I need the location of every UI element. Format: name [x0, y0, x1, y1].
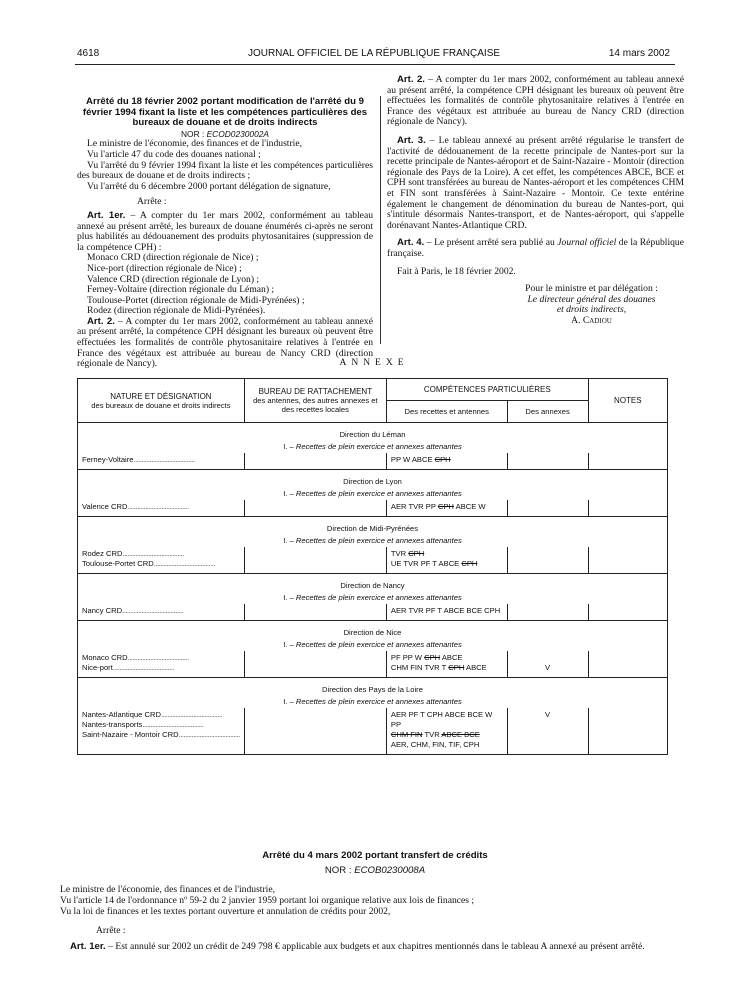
- article-text: – A compter du 1er mars 2002, conformément au tableau annexé au présent arrêté, la compétence CPH désignant les bureaux où peuvent être effectuées les formalités de contrôle phytosanitaire relatives à l'entrée en France des végétaux est attribuée au bureau de Nancy CRD (direction régionale de Nancy).: [77, 315, 373, 370]
- annexes-value: [512, 606, 584, 616]
- decree1-title: Arrêté du 18 février 2002 portant modification de l'arrêté du 9 février 1994 fixant la liste et les compétences particulières des bureaux de douane et de droits indirects: [82, 96, 368, 129]
- office-name: Nice-port......................................: [82, 663, 174, 672]
- journal-title: JOURNAL OFFICIEL DE LA RÉPUBLIQUE FRANÇAISE: [247, 48, 501, 59]
- annexes-value: V: [545, 710, 551, 719]
- competences: AER, CHM, FIN, TIF, CPH: [390, 740, 480, 749]
- preamble-line: Vu l'arrêté du 9 février 1994 fixant la liste et les compétences particulières des bureaux de douane et de droits indirects ;: [77, 159, 373, 182]
- article-label: Art. 1er.: [87, 209, 126, 221]
- arrete-label: Arrête :: [96, 925, 126, 936]
- direction-title: Direction des Pays de la Loire: [322, 685, 423, 694]
- office-name: Valence CRD......................................: [82, 502, 189, 511]
- header-annexes: Des annexes: [507, 401, 588, 423]
- table-row: [78, 604, 668, 621]
- office-name: Nancy CRD......................................: [82, 606, 184, 615]
- office-name: Rodez CRD......................................: [82, 549, 184, 558]
- journal-name: Journal officiel: [557, 237, 617, 249]
- article-label: Art. 4.: [397, 237, 425, 249]
- signatory-name: A. Cadiou: [571, 314, 612, 326]
- page-number: 4618: [77, 48, 100, 59]
- table-row: [78, 651, 668, 678]
- signature-line: Le directeur général des douanes: [527, 293, 656, 305]
- table-row: [78, 708, 668, 755]
- article-label: Art. 1er.: [70, 941, 106, 952]
- preamble-line: Vu la loi de finances et les textes portant ouverture et annulation de crédits pour 2002,: [60, 906, 391, 917]
- article-text: – A compter du 1er mars 2002, conformément au tableau annexé au présent arrêté, les bureaux de douane énumérés ci-après ne seront plus habilités au dédouanement des produits phytosanitaires (suppression de la compétence CPH) :: [77, 209, 373, 253]
- competences: PF PP W CPH ABCE: [390, 653, 463, 662]
- office-name: Nantes-Atlantique CRD......................................: [82, 710, 223, 719]
- header-competences: COMPÉTENCES PARTICULIÈRES: [386, 379, 588, 401]
- annexes-value: [512, 502, 584, 512]
- competences: AER PF T CPH ABCE BCE W PP: [390, 710, 493, 729]
- competences: AER TVR PF T ABCE BCE CPH: [390, 606, 501, 615]
- art1-list-item: Rodez (direction régionale de Midi-Pyrénées).: [87, 305, 266, 317]
- competences: AER TVR PP CPH ABCE W: [390, 502, 486, 511]
- nor-code: ECOB0230008A: [354, 865, 426, 876]
- section-subtitle: I. – Recettes de plein exercice et annexes attenantes: [283, 489, 462, 498]
- office-name: Nantes-transports......................................: [82, 720, 204, 729]
- preamble-line: Vu l'arrêté du 6 décembre 2000 portant délégation de signature,: [87, 180, 331, 192]
- signature-block: [499, 284, 684, 326]
- direction-title: Direction de Nancy: [340, 581, 405, 590]
- annex-table: [77, 378, 668, 755]
- competences: TVR CPH: [390, 549, 425, 558]
- article-3: [387, 136, 684, 231]
- preamble-line: Le ministre de l'économie, des finances et de l'industrie,: [87, 138, 302, 150]
- direction-title: Direction de Midi-Pyrénées: [326, 524, 419, 533]
- office-name: Toulouse-Portet CRD......................................: [82, 559, 215, 568]
- header-nature: NATURE ET DÉSIGNATION des bureaux de douane et droits indirects: [78, 379, 245, 423]
- preamble-line: Le ministre de l'économie, des finances et de l'industrie,: [60, 884, 275, 895]
- signature-line: et droits indirects,: [556, 304, 627, 316]
- article-2: [77, 315, 373, 370]
- decree2: [60, 850, 690, 952]
- preamble-line: Vu l'article 47 du code des douanes national ;: [87, 148, 261, 160]
- decree1-left-column: [77, 96, 373, 370]
- annexes-value: V: [545, 663, 551, 672]
- annex-title: ANNEXE: [339, 358, 409, 368]
- article-4: Art. 4. – Le présent arrêté sera publié au Journal officiel de la République française.: [387, 237, 684, 259]
- article-text: – Le tableau annexé au présent arrêté régularise le transfert de l'activité de dédouanement de la recette principale de Nantes-port sur la recette principale de Nantes-aéroport et de Saint-Nazaire - Montoir (direction régionale des Pays de la Loire). A cet effet, les compétences ABCE, BCE et CPH sont transférées au bureau de Nantes-aéroport et les compétences CHM et FIN sont transférées à Saint-Nazaire - Montoir. Ce texte entérine également le changement de dénomination du bureau de Nantes-port, qui s'intitule désormais Nantes-transport, et de Nantes-aéroport, qui s'appelle dorénavant Nantes-Atlantique CRD.: [387, 135, 685, 231]
- office-name: Monaco CRD......................................: [82, 653, 189, 662]
- annexes-value: [512, 455, 584, 465]
- competences: CHM FIN TVR ABCE BCE: [390, 730, 480, 739]
- table-row: [78, 500, 668, 517]
- art1-list-item: Valence CRD (direction régionale de Lyon) ;: [87, 273, 260, 285]
- office-name: Saint-Nazaire - Montoir CRD......................................: [82, 730, 240, 739]
- table-row: [78, 547, 668, 574]
- done-at: Fait à Paris, le 18 février 2002.: [397, 265, 516, 277]
- competences: PP W ABCE CPH: [390, 455, 451, 464]
- section-subtitle: I. – Recettes de plein exercice et annexes attenantes: [283, 442, 462, 451]
- decree1-right-column: [387, 74, 685, 327]
- article-1: [60, 941, 690, 952]
- competences: UE TVR PF T ABCE CPH: [390, 559, 478, 568]
- header-rule: [75, 64, 675, 65]
- nor-label: NOR :: [181, 128, 205, 139]
- header-bureau: BUREAU DE RATTACHEMENT des antennes, des autres annexes et des recettes locales: [244, 379, 386, 423]
- article-label: Art. 3.: [397, 135, 426, 146]
- nor-code: ECOD0230002A: [206, 128, 269, 139]
- article-1: [77, 211, 373, 253]
- direction-title: Direction du Léman: [339, 430, 406, 439]
- office-name: Ferney-Voltaire......................................: [82, 455, 195, 464]
- section-subtitle: I. – Recettes de plein exercice et annexes attenantes: [283, 593, 462, 602]
- preamble-line: Vu l'article 14 de l'ordonnance nº 59-2 du 2 janvier 1959 portant loi organique relative aux lois de finances ;: [60, 895, 475, 906]
- issue-date: 14 mars 2002: [608, 48, 670, 59]
- direction-title: Direction de Lyon: [343, 477, 402, 486]
- column-separator: [380, 96, 381, 344]
- art1-list-item: Nice-port (direction régionale de Nice) ;: [87, 262, 242, 274]
- art1-list-item: Toulouse-Portet (direction régionale de Midi-Pyrénées) ;: [87, 294, 305, 306]
- competences: CHM FIN TVR T CPH ABCE: [390, 663, 487, 672]
- table-row: [78, 453, 668, 470]
- section-subtitle: I. – Recettes de plein exercice et annexes attenantes: [283, 536, 462, 545]
- arrete-label: Arrête :: [137, 196, 167, 208]
- decree2-nor: NOR : ECOB0230008A: [324, 865, 426, 876]
- annexes-value: [512, 653, 584, 663]
- annexes-value: [512, 730, 584, 740]
- direction-title: Direction de Nice: [343, 628, 402, 637]
- article-label: Art. 2.: [87, 315, 115, 327]
- decree2-title: Arrêté du 4 mars 2002 portant transfert de crédits: [262, 850, 488, 861]
- header-recettes: Des recettes et antennes: [386, 401, 507, 423]
- section-subtitle: I. – Recettes de plein exercice et annexes attenantes: [283, 697, 462, 706]
- annexes-value: [512, 549, 584, 559]
- article-text: – Est annulé sur 2002 un crédit de 249 798 € applicable aux budgets et aux chapitres mentionnés dans le tableau A annexé au présent arrêté.: [105, 941, 645, 952]
- signature-line: Pour le ministre et par délégation :: [525, 283, 658, 295]
- header-notes: NOTES: [588, 379, 667, 423]
- section-subtitle: I. – Recettes de plein exercice et annexes attenantes: [283, 640, 462, 649]
- art1-list-item: Ferney-Voltaire (direction régionale du Léman) ;: [87, 284, 275, 296]
- art1-list-item: Monaco CRD (direction régionale de Nice) ;: [87, 252, 259, 264]
- annexes-value: [512, 559, 584, 569]
- article-2-continued: Art. 2. – A compter du 1er mars 2002, conformément au tableau annexé au présent arrêté, la compétence CPH désignant les bureaux où peuvent être effectuées les formalités de contrôle phytosanitaire relatives à l'entrée en France des végétaux est attribuée au bureau de Nancy CRD (direction régionale de Nancy).: [387, 74, 684, 128]
- annexes-value: [512, 720, 584, 730]
